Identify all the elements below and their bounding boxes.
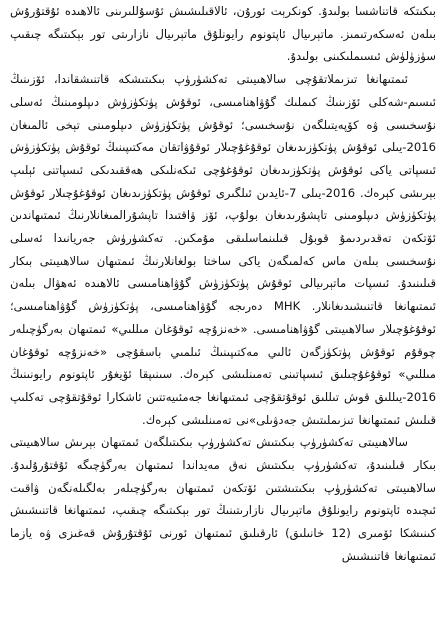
paragraph-1: بىكىتكە قاتناشسا بولىدۇ. كونكرېت ئورۇن، ئالاقىلىشىش ئۇسۇللىرىنى ئالاھىدە ئۇقتۇرۇش بىلەن ئەسكەرتىمىز. ماتېرىيال ئاپتونوم رايونلۇق ماتېرىيال نازارىتى تور بېكىتىگە چىقىپ سۈزۈلۈش ئىسىملىكىنى بولىدۇ.: [10, 4, 436, 64]
paragraph-3: سالاھىيىتى تەكشۈرۈپ بىكىتىش تەكشۈرۈپ بىكىتىلگەن ئىمتىھان بېرىش سالاھىيىتى بىكار قىلىنىدۇ، تەكشۈرۈپ بىكىتىش نەق مەيداندا ئىمتىھان بەرگۈچىگە ئۇقتۇرۇلىدۇ. سالاھىيىتى تەكشۈرۈپ بىكىتىشتىن ئۆتكەن ئىمتىھان بەرگۈچىلەر بەلگىلەنگەن ۋاقىت ئىچىدە ئاپتونوم رايونلۇق ماتېرىيال نازارىتىنىڭ تور بېكىتىگە چىقىپ، ئىمتىھانغا قاتنىشىش كىنىشكا ئۆمىرى (12 خانىلىق) ئارقىلىق ئىمتىھان ئورنى ئۇقتۇرۇش قەغىزى ۋە يازما ئىمتىھانغا قاتنىشىش: [10, 435, 436, 563]
paragraph-2: ئىمتىھانغا تىزىملاتقۇچى سالاھىيىتى تەكشۈرۈپ بىكىتىشكە قاتنىشقاندا، ئۆزىنىڭ ئىسىم-شەكلى ئۆزىنىڭ كىملىك گۇۋاھنامىسى، ئوقۇش پۈتكۈزۈش دىپلومىنىڭ ئەسلى نۇسخىسى ۋە كۆپەيتىلگەن نۇسخىسى؛ ئوقۇش پۈتكۈزۈش دىپلومىنى تېخى ئالمىغان 2016-يىلى ئوقۇش پۈتكۈزىدىغان ئوقۇغۇچىلار ئوقۇۋاتقان مەكتىپىنىڭ ئوقۇش پۈتكۈزۈش ئىسپاتى ياكى ئوقۇش پۈتكۈزىدىغان ئوقۇغۇچى ئىكەنلىكى ھەققىدىكى ئىسپاتنى ئېلىپ بېرىشى كېرەك. 2016-يىلى 7-ئايدىن ئىلگىرى ئوقۇش پۈتكۈزىدىغان ئوقۇغۇچىلار ئوقۇش پۈتكۈزۈش دىپلومىنى تاپشۇرىدىغان بولۇپ، ئۆز ۋاقتىدا تاپشۇرالمىغانلارنىڭ ئىمتىھاندىن ئۆتكەن تەقدىردىمۇ قوبۇل قىلىنماسلىقى مۇمكىن. تەكشۈرۈش جەريانىدا ئەسلى نۇسخىسى بىلەن ماس كەلمىگەن ياكى ساختا بولغانلارنىڭ ئىمتىھان سالاھىيىتى بىكار قىلىنىدۇ. ئىسپات ماتېرىيالى ئوقۇش پۈتكۈزۈش گۇۋاھنامىسى ئالاھىدە ئەھۋال بىلەن ئىمتىھانغا قاتنىشىدىغانلار. MHK دەرىجە گۇۋاھنامىسى، پۈتكۈزۈش گۇۋاھنامىسى؛ ئوقۇغۇچىلار سالاھىيىتى گۇۋاھنامىسى. «خەنزۇچە ئوقۇغان مىللىي» ئىمتىھان بەرگۈچىلەر چوقۇم ئوقۇش پۈتكۈزگەن ئالىي مەكتىپىنىڭ ئىلمىي باسقۇچى «خەنزۇچە ئوقۇغان مىللىي» ئوقۇغۇچىلىق ئىسپاتىنى تەمىنلىشى كېرەك. سىنىپقا ئۆيغۇر ئاپتونوم رايونىنىڭ 2016-يىللىق قوش تىللىق ئوقۇتقۇچى ئىمتىھانغا جەمئىيەتتىن ئاشكارا ئوقۇتقۇچى تەكلىپ قىلىش ئىمتىھانغا تىزىملىتىش جەدۋىلى»نى تەمىنلىشى كېرەك.: [10, 72, 436, 427]
